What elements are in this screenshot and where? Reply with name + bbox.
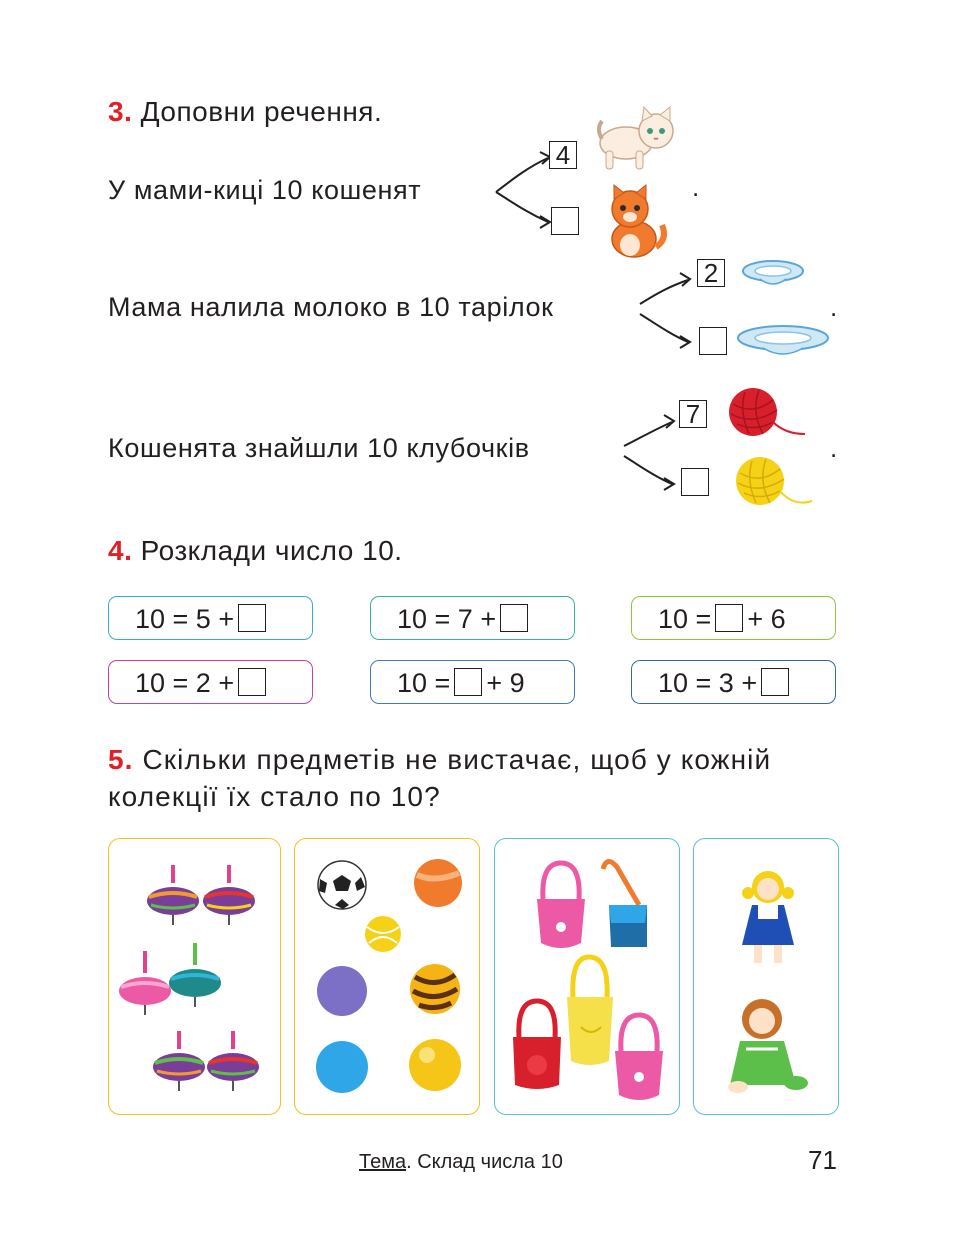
equation-left: 10 = 3 + bbox=[658, 668, 758, 698]
task5-line2: колекції їх стало по 10? bbox=[108, 781, 441, 812]
split-arrows-icon bbox=[634, 258, 696, 358]
page-number: 71 bbox=[808, 1145, 837, 1175]
task3-heading bbox=[108, 96, 382, 128]
plates-known-box: 2 bbox=[697, 259, 725, 287]
equation-box-1 bbox=[108, 596, 313, 640]
equation-box-3 bbox=[631, 596, 836, 640]
task5-line1: Скільки предметів не вистачає, щоб у кожній bbox=[142, 744, 772, 775]
answer-blank[interactable] bbox=[715, 604, 743, 632]
bags-card bbox=[494, 838, 680, 1115]
equation-box-5 bbox=[370, 660, 575, 704]
equation-left: 10 = bbox=[397, 668, 451, 698]
task5-number: 5. bbox=[108, 744, 134, 775]
large-plate-icon bbox=[735, 322, 831, 362]
equation-left: 10 = bbox=[658, 604, 712, 634]
balls-card bbox=[294, 838, 480, 1115]
task4-heading bbox=[108, 535, 403, 567]
answer-blank[interactable] bbox=[454, 668, 482, 696]
equation-box-2 bbox=[370, 596, 575, 640]
answer-blank[interactable] bbox=[761, 668, 789, 696]
equation-left: 10 = 2 + bbox=[135, 668, 235, 698]
yarn-answer-box[interactable] bbox=[681, 468, 709, 496]
answer-blank[interactable] bbox=[500, 604, 528, 632]
equation-right: + 6 bbox=[747, 604, 786, 634]
task3-sentence-yarn: Кошенята знайшли 10 клубочків bbox=[108, 433, 530, 463]
yellow-yarn-ball-icon bbox=[732, 455, 814, 511]
kittens-answer-box[interactable] bbox=[551, 207, 579, 235]
dolls-card bbox=[693, 838, 839, 1115]
task4-number: 4. bbox=[108, 535, 133, 566]
task3-sentence-kittens: У мами-киці 10 кошенят bbox=[108, 175, 422, 205]
equation-box-6 bbox=[631, 660, 836, 704]
yarn-known-box: 7 bbox=[679, 400, 707, 428]
task5-heading bbox=[108, 744, 771, 776]
answer-blank[interactable] bbox=[238, 668, 266, 696]
task4-title: Розклади число 10. bbox=[140, 535, 403, 566]
spinning-tops-icon bbox=[109, 839, 279, 1113]
equation-left: 10 = 7 + bbox=[397, 604, 497, 634]
balls-icon bbox=[295, 839, 478, 1113]
equation-left: 10 = 5 + bbox=[135, 604, 235, 634]
task3-sentence-plates: Мама налила молоко в 10 тарілок bbox=[108, 292, 554, 322]
small-plate-icon bbox=[740, 257, 806, 291]
tops-card bbox=[108, 838, 281, 1115]
bags-icon bbox=[495, 839, 678, 1113]
ginger-kitten-icon bbox=[600, 183, 668, 261]
plates-answer-box[interactable] bbox=[699, 327, 727, 355]
yarn-period: . bbox=[830, 433, 838, 463]
equation-right: + 9 bbox=[486, 668, 525, 698]
split-arrows-icon bbox=[618, 400, 680, 500]
red-yarn-ball-icon bbox=[725, 386, 807, 442]
dolls-icon bbox=[694, 839, 837, 1113]
footer-topic-label: Тема bbox=[359, 1151, 407, 1173]
white-kitten-icon bbox=[596, 103, 678, 173]
plates-period: . bbox=[830, 292, 838, 322]
footer-topic bbox=[359, 1151, 563, 1174]
kittens-known-box: 4 bbox=[549, 141, 577, 169]
task3-number: 3. bbox=[108, 96, 133, 127]
kittens-period: . bbox=[692, 172, 700, 202]
answer-blank[interactable] bbox=[238, 604, 266, 632]
footer-topic-text: . Склад числа 10 bbox=[406, 1151, 563, 1173]
task3-title: Доповни речення. bbox=[140, 96, 383, 127]
equation-box-4 bbox=[108, 660, 313, 704]
